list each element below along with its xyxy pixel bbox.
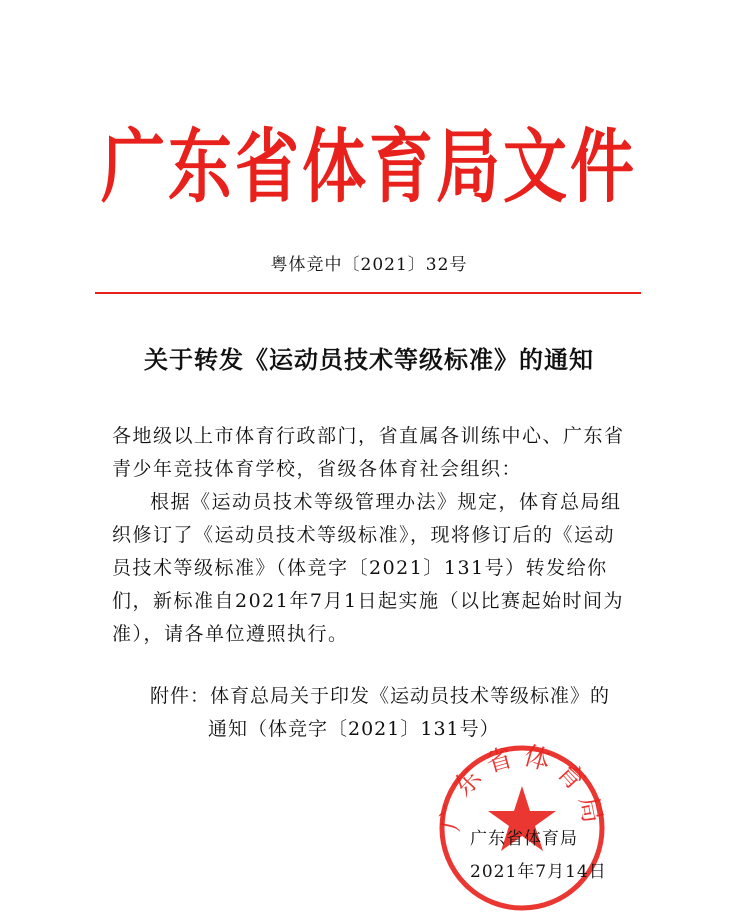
issuer-name: 广东省体育局 [470,829,578,849]
attachment-line-1: 附件：体育总局关于印发《运动员技术等级标准》的 [150,685,611,707]
seal-text: 广东省体育局 [435,740,609,834]
attachment-line-2: 通知（体竞字〔2021〕131号） [208,718,500,740]
issue-date: 2021年7月14日 [470,862,607,882]
signature-block [470,823,610,889]
recipients-paragraph: 各地级以上市体育行政部门，省直属各训练中心、广东省青少年竞技体育学校，省级各体育社会组织： [112,425,625,480]
document-number: 粤体竞中〔2021〕32号 [270,255,468,275]
attachment-note [150,680,650,746]
notice-title: 关于转发《运动员技术等级标准》的通知 [144,345,594,374]
document-header-title: 广东省体育局文件 [101,122,637,215]
body-paragraph: 根据《运动员技术等级管理办法》规定，体育总局组织修订了《运动员技术等级标准》，现将修订后的《运动员技术等级标准》（体竞字〔2021〕131号）转发给你们，新标准自2021年7月1日起实施（以比赛起始时间为准），请各单位遵照执行。 [112,491,625,645]
red-divider-line [95,292,641,294]
